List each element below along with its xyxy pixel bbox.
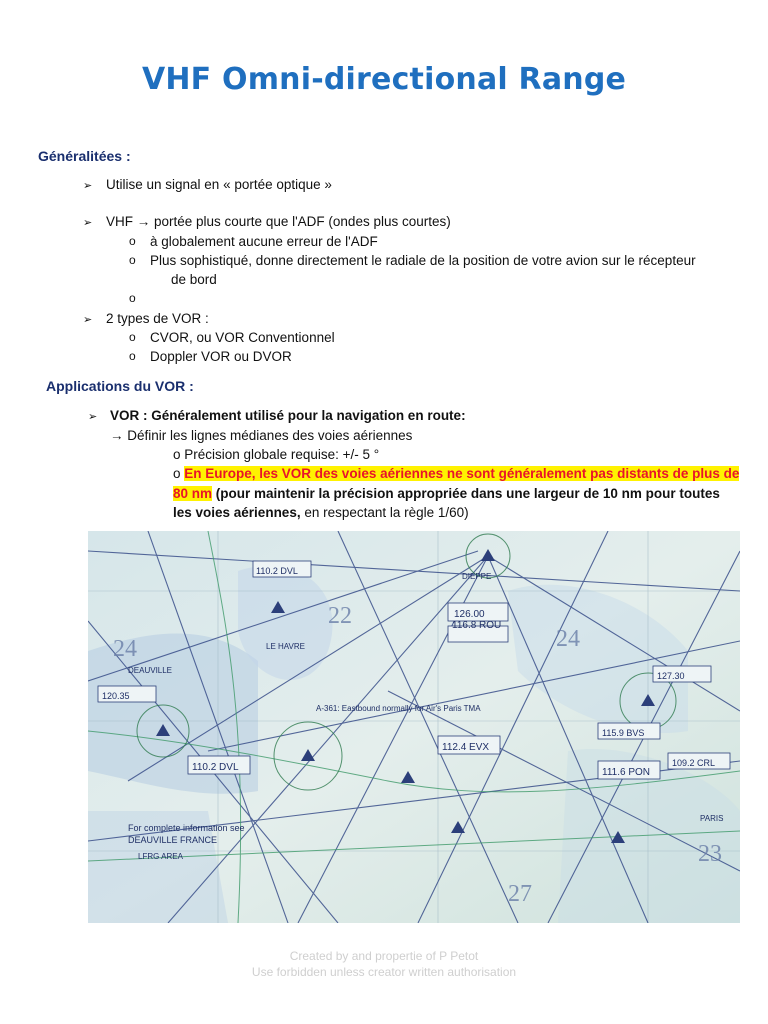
arrow-bullet-icon: ➢ <box>88 411 98 423</box>
aeronautical-chart-image <box>88 531 740 923</box>
sub-bullet-sophisticated: Plus sophistiqué, donne directement le radiale de la position de votre avion sur le récepteur <box>150 253 696 268</box>
sub-europe-line1 <box>173 465 739 483</box>
label-freq-120: 120.35 <box>102 691 130 701</box>
arrow-bullet-icon: ➢ <box>83 314 93 326</box>
grid-number-27: 27 <box>508 881 532 907</box>
sub-europe-line3 <box>173 504 469 522</box>
label-beauvais: 115.9 BVS <box>602 728 645 738</box>
label-airway-note: A-361: Eastbound normally for Air's Paris TMA <box>316 704 481 713</box>
footer-usage-notice: Use forbidden unless creator written authorisation <box>251 965 517 979</box>
label-le-havre: LE HAVRE <box>266 642 305 651</box>
sub-define-airways: → Définir les lignes médianes des voies aériennes <box>110 428 413 443</box>
grid-number-24b: 24 <box>556 626 580 652</box>
label-freq-127: 127.30 <box>657 671 685 681</box>
highlight-europe-vor: En Europe, les VOR des voies aériennes ne sont généralement pas distants de plus de <box>184 466 740 481</box>
grid-number-22: 22 <box>328 603 352 629</box>
precision-note-cont: les voies aériennes, <box>173 505 301 520</box>
sub-bullet-cvor: CVOR, ou VOR Conventionnel <box>150 330 335 345</box>
circle-bullet-icon: o <box>129 291 136 305</box>
precision-note: (pour maintenir la précision appropriée dans une largeur de 10 nm pour toutes <box>212 486 720 501</box>
circle-bullet-icon: o <box>129 253 136 267</box>
label-rouen: 116.8 ROU <box>452 620 502 631</box>
grid-number-24a: 24 <box>113 636 137 662</box>
sub-precision: o Précision globale requise: +/- 5 ° <box>173 447 380 462</box>
arrow-bullet-icon: ➢ <box>83 180 93 192</box>
circle-bullet-icon: o <box>129 330 136 344</box>
label-freq-126: 126.00 <box>454 609 485 620</box>
section-heading-generalites: Généralitées : <box>38 148 131 164</box>
label-crl: 109.2 CRL <box>672 758 716 768</box>
label-pontoise: 111.6 PON <box>602 767 650 778</box>
footer-credit: Created by and propertie of P Petot <box>289 949 479 963</box>
rule-note: en respectant la règle 1/60) <box>300 505 469 520</box>
label-dvl-box: 110.2 DVL <box>256 566 298 576</box>
bullet-vor-en-route: VOR : Généralement utilisé pour la navigation en route: <box>110 408 466 423</box>
label-deauville: DEAUVILLE <box>128 666 173 675</box>
label-dieppe: DIEPPE <box>462 572 492 581</box>
circle-prefix: o <box>173 466 185 481</box>
section-heading-applications: Applications du VOR : <box>46 378 194 394</box>
label-lfrg-area: LFRG AREA <box>138 852 183 861</box>
highlight-80nm: 80 nm <box>173 486 213 501</box>
page-title: VHF Omni-directional Range <box>141 62 627 97</box>
arrow-bullet-icon: ➢ <box>83 217 93 229</box>
bullet-vor-types: 2 types de VOR : <box>106 311 209 326</box>
label-complete-info: For complete information see <box>128 823 245 833</box>
label-paris: PARIS <box>700 814 724 823</box>
sub-bullet-sophisticated-cont: de bord <box>171 272 217 287</box>
sub-europe-line2 <box>173 485 720 503</box>
grid-number-23: 23 <box>698 841 722 867</box>
label-evreux: 112.4 EVX <box>442 742 490 753</box>
circle-bullet-icon: o <box>129 349 136 363</box>
label-dvl: 110.2 DVL <box>192 762 239 773</box>
bullet-vhf-range: VHF → portée plus courte que l'ADF (ondes plus courtes) <box>106 214 451 229</box>
label-deauville-france: DEAUVILLE FRANCE <box>128 835 218 845</box>
sub-bullet-no-adf-error: à globalement aucune erreur de l'ADF <box>150 234 378 249</box>
bullet-optical-range: Utilise un signal en « portée optique » <box>106 177 332 192</box>
circle-bullet-icon: o <box>129 234 136 248</box>
sub-bullet-dvor: Doppler VOR ou DVOR <box>150 349 292 364</box>
